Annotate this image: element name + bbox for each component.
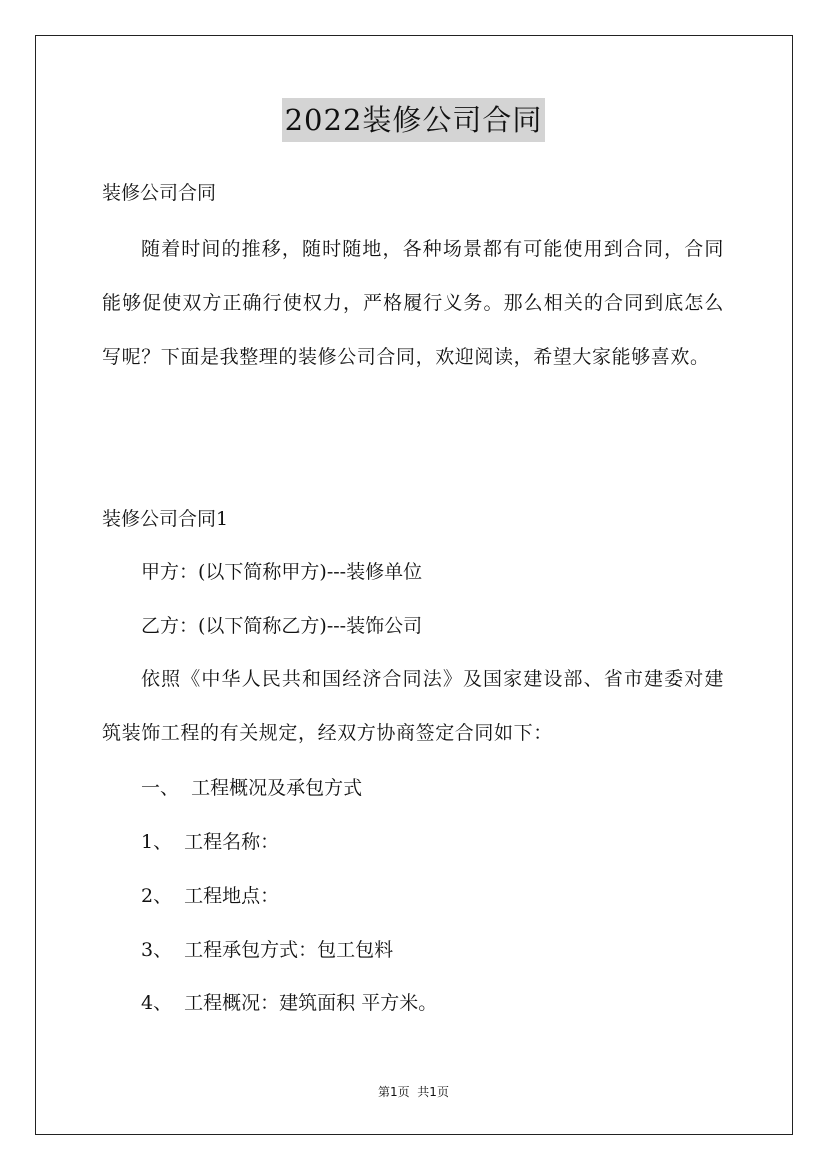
list-item: 4、 工程概况：建筑面积 平方米。 bbox=[141, 992, 438, 1014]
page-footer: 第1页 共1页 bbox=[378, 1085, 449, 1099]
clause-heading: 一、 工程概况及承包方式 bbox=[141, 777, 363, 799]
basis-paragraph: 依照《中华人民共和国经济合同法》及国家建设部、省市建委对建筑装饰工程的有关规定，经双方协商签定合同如下： bbox=[102, 668, 724, 744]
intro-paragraph: 随着时间的推移，随时随地，各种场景都有可能使用到合同，合同能够促使双方正确行使权力，严格履行义务。那么相关的合同到底怎么写呢？下面是我整理的装修公司合同，欢迎阅读，希望大家能够喜欢。 bbox=[102, 238, 724, 368]
document-subtitle: 装修公司合同 bbox=[102, 182, 217, 204]
title-container bbox=[0, 98, 827, 142]
section-title: 装修公司合同1 bbox=[102, 508, 229, 530]
document-title: 2022装修公司合同 bbox=[282, 98, 546, 142]
list-item: 1、 工程名称： bbox=[141, 831, 280, 853]
party-b-line: 乙方：(以下简称乙方)---装饰公司 bbox=[141, 615, 423, 637]
list-item: 3、 工程承包方式：包工包料 bbox=[141, 939, 394, 961]
party-a-line: 甲方：(以下简称甲方)---装修单位 bbox=[141, 561, 423, 583]
list-item: 2、 工程地点： bbox=[141, 885, 280, 907]
